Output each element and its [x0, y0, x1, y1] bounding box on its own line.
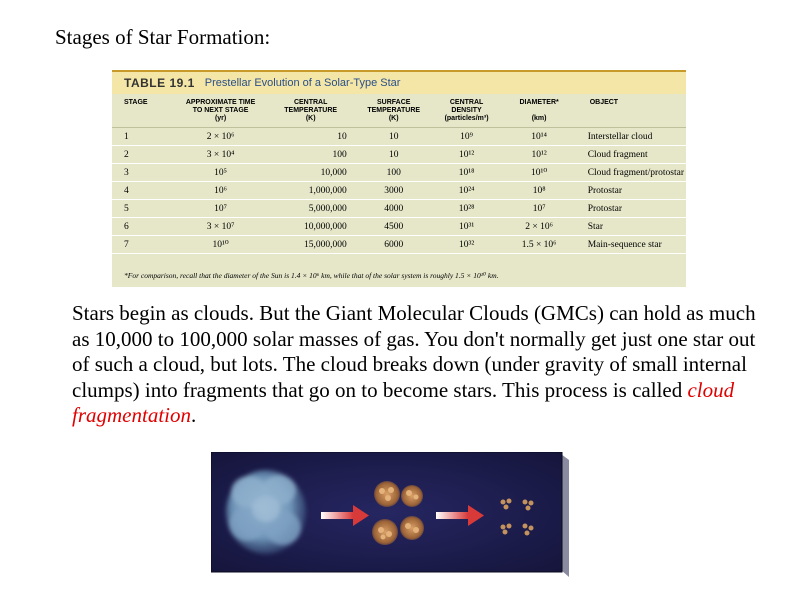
cell-object: Cloud fragment/protostar — [578, 164, 686, 182]
cell-stage: 6 — [112, 218, 175, 236]
molecular-cloud-icon — [226, 470, 306, 554]
table-row — [112, 146, 686, 164]
body-paragraph — [72, 301, 772, 429]
cell-diameter: 10⁸ — [501, 182, 578, 200]
cell-surface-temperature: 4500 — [355, 218, 433, 236]
table-header-row — [112, 96, 686, 128]
paragraph-text: Stars begin as clouds. But the Giant Molecular Clouds (GMCs) can hold as much as 10,000 to 100,000 solar masses of gas. You don't normally get just one star out of such a cloud, but lots. The cloud breaks down (under gravity of small internal clumps) into fragments that go on to become stars. This process is called — [72, 301, 756, 402]
cell-stage: 2 — [112, 146, 175, 164]
table-footnote: *For comparison, recall that the diameter of the Sun is 1.4 × 10⁶ km, while that of the solar system is roughly 1.5 × 10¹⁰ km. — [124, 271, 499, 280]
header-surface-temperature: SURFACE TEMPERATURE (K) — [355, 96, 433, 128]
cell-stage: 7 — [112, 236, 175, 254]
cell-stage: 5 — [112, 200, 175, 218]
slide-title: Stages of Star Formation: — [55, 25, 271, 49]
cell-diameter: 2 × 10⁶ — [501, 218, 578, 236]
paragraph-end: . — [191, 403, 197, 427]
table-row — [112, 128, 686, 146]
cell-central-temperature: 5,000,000 — [267, 200, 355, 218]
cell-central-temperature: 15,000,000 — [267, 236, 355, 254]
table-row — [112, 218, 686, 236]
table-caption: Prestellar Evolution of a Solar-Type Star — [204, 77, 401, 89]
cell-diameter: 10¹² — [501, 146, 578, 164]
data-table — [112, 96, 686, 254]
cell-central-temperature: 10,000 — [267, 164, 355, 182]
cell-surface-temperature: 10 — [355, 128, 433, 146]
cell-central-density: 10²⁴ — [433, 182, 501, 200]
cell-time: 3 × 10⁷ — [175, 218, 267, 236]
cell-central-density: 10¹⁸ — [433, 164, 501, 182]
cell-time: 3 × 10⁴ — [175, 146, 267, 164]
cell-central-density: 10³² — [433, 236, 501, 254]
table-row — [112, 164, 686, 182]
cell-object: Star — [578, 218, 686, 236]
cell-stage: 3 — [112, 164, 175, 182]
cell-time: 2 × 10⁶ — [175, 128, 267, 146]
cell-surface-temperature: 3000 — [355, 182, 433, 200]
cell-object: Cloud fragment — [578, 146, 686, 164]
header-time: APPROXIMATE TIME TO NEXT STAGE (yr) — [175, 96, 267, 128]
cell-object: Interstellar cloud — [578, 128, 686, 146]
cell-surface-temperature: 100 — [355, 164, 433, 182]
table-body — [112, 128, 686, 254]
cell-stage: 4 — [112, 182, 175, 200]
header-central-temperature: CENTRAL TEMPERATURE (K) — [267, 96, 355, 128]
table-header-bar — [112, 72, 686, 94]
cell-diameter: 10¹⁰ — [501, 164, 578, 182]
paragraph-emphasis: cloud fragmentation — [72, 377, 735, 427]
table-row — [112, 200, 686, 218]
cell-surface-temperature: 10 — [355, 146, 433, 164]
star-evolution-table — [112, 70, 686, 287]
cell-central-temperature: 10 — [267, 128, 355, 146]
cell-surface-temperature: 6000 — [355, 236, 433, 254]
table-number: TABLE 19.1 — [124, 76, 195, 90]
cell-time: 10⁶ — [175, 182, 267, 200]
header-diameter: DIAMETER* (km) — [501, 96, 578, 128]
cell-central-temperature: 10,000,000 — [267, 218, 355, 236]
cell-central-temperature: 100 — [267, 146, 355, 164]
cell-time: 10⁵ — [175, 164, 267, 182]
header-central-density: CENTRAL DENSITY (particles/m³) — [433, 96, 501, 128]
cell-diameter: 10¹⁴ — [501, 128, 578, 146]
cell-diameter: 10⁷ — [501, 200, 578, 218]
cell-surface-temperature: 4000 — [355, 200, 433, 218]
cell-object: Main-sequence star — [578, 236, 686, 254]
cell-central-density: 10⁹ — [433, 128, 501, 146]
header-object: OBJECT — [578, 96, 686, 128]
cloud-fragmentation-figure — [211, 452, 569, 577]
cell-central-temperature: 1,000,000 — [267, 182, 355, 200]
cell-central-density: 10³¹ — [433, 218, 501, 236]
cell-stage: 1 — [112, 128, 175, 146]
cell-central-density: 10²⁸ — [433, 200, 501, 218]
cell-time: 10¹⁰ — [175, 236, 267, 254]
cell-diameter: 1.5 × 10⁶ — [501, 236, 578, 254]
table-row — [112, 236, 686, 254]
header-stage: STAGE — [112, 96, 175, 128]
cell-object: Protostar — [578, 200, 686, 218]
cell-time: 10⁷ — [175, 200, 267, 218]
cell-central-density: 10¹² — [433, 146, 501, 164]
table-row — [112, 182, 686, 200]
cell-object: Protostar — [578, 182, 686, 200]
